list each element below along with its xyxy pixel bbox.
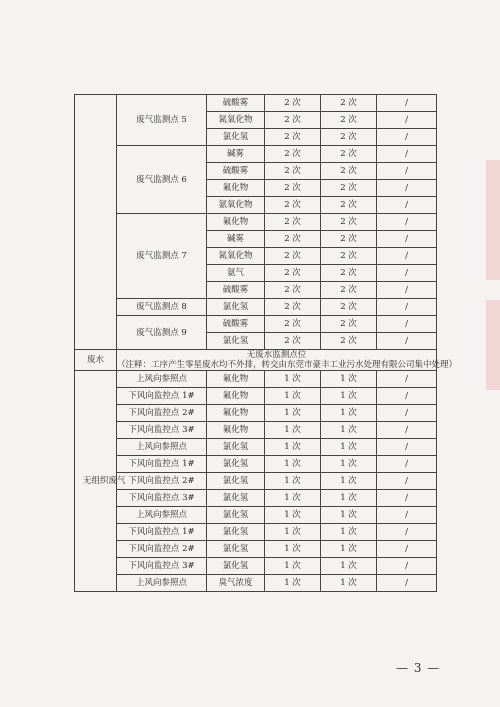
- page-number: — 3 —: [396, 661, 441, 675]
- monitoring-point-cell: 下风向监控点 2#: [117, 473, 207, 490]
- table-row: [75, 524, 437, 541]
- pollutant-cell: 氟化物: [207, 180, 265, 197]
- pollutant-cell: 碱雾: [207, 231, 265, 248]
- frequency-a-cell: 1 次: [265, 405, 321, 422]
- remark-cell: /: [377, 524, 437, 541]
- frequency-b-cell: 1 次: [321, 439, 377, 456]
- frequency-a-cell: 1 次: [265, 439, 321, 456]
- frequency-a-cell: 2 次: [265, 231, 321, 248]
- pollutant-cell: 硫酸雾: [207, 95, 265, 112]
- remark-cell: /: [377, 333, 437, 350]
- frequency-b-cell: 1 次: [321, 507, 377, 524]
- remark-cell: /: [377, 371, 437, 388]
- monitoring-point-cell: 下风向监控点 3#: [117, 558, 207, 575]
- pollutant-cell: 臭气浓度: [207, 575, 265, 592]
- frequency-a-cell: 1 次: [265, 490, 321, 507]
- frequency-a-cell: 1 次: [265, 524, 321, 541]
- remark-cell: /: [377, 473, 437, 490]
- frequency-a-cell: 2 次: [265, 265, 321, 282]
- remark-cell: /: [377, 95, 437, 112]
- table-row: [75, 473, 437, 490]
- wastewater-note: （注释：工序产生零星废水均不外排，转交由东莞市豪丰工业污水处理有限公司集中处理）: [117, 360, 458, 370]
- pollutant-cell: 氮氧化物: [207, 248, 265, 265]
- remark-cell: /: [377, 163, 437, 180]
- frequency-b-cell: 2 次: [321, 180, 377, 197]
- frequency-a-cell: 1 次: [265, 558, 321, 575]
- frequency-a-cell: 1 次: [265, 456, 321, 473]
- monitoring-point-cell: 下风向监控点 1#: [117, 524, 207, 541]
- category-cell: 无组织废气: [75, 371, 117, 592]
- pollutant-cell: 氯化氢: [207, 299, 265, 316]
- table-row: [75, 422, 437, 439]
- monitoring-point-cell: 上风向参照点: [117, 439, 207, 456]
- remark-cell: /: [377, 388, 437, 405]
- monitoring-point-cell: 废气监测点 9: [117, 316, 207, 350]
- frequency-b-cell: 2 次: [321, 248, 377, 265]
- remark-cell: /: [377, 316, 437, 333]
- frequency-b-cell: 2 次: [321, 146, 377, 163]
- category-cell: [75, 95, 117, 350]
- frequency-a-cell: 1 次: [265, 371, 321, 388]
- table-row: [75, 439, 437, 456]
- frequency-a-cell: 2 次: [265, 197, 321, 214]
- frequency-a-cell: 2 次: [265, 129, 321, 146]
- pollutant-cell: 氯化氢: [207, 456, 265, 473]
- pollutant-cell: 氯化氢: [207, 524, 265, 541]
- pollutant-cell: 硫酸雾: [207, 163, 265, 180]
- table-row: [75, 558, 437, 575]
- frequency-b-cell: 2 次: [321, 197, 377, 214]
- category-cell: 废水: [75, 350, 117, 371]
- table-row: [75, 146, 437, 163]
- frequency-a-cell: 2 次: [265, 180, 321, 197]
- pollutant-cell: 氨气: [207, 265, 265, 282]
- frequency-b-cell: 1 次: [321, 405, 377, 422]
- frequency-b-cell: 1 次: [321, 388, 377, 405]
- frequency-b-cell: 2 次: [321, 163, 377, 180]
- frequency-a-cell: 1 次: [265, 507, 321, 524]
- wastewater-title: 无废水监测点位: [246, 350, 307, 360]
- pollutant-cell: 氯化氢: [207, 507, 265, 524]
- frequency-b-cell: 2 次: [321, 299, 377, 316]
- stamp-seal-fragment: [486, 300, 500, 390]
- remark-cell: /: [377, 231, 437, 248]
- remark-cell: /: [377, 197, 437, 214]
- pollutant-cell: 氯化氢: [207, 541, 265, 558]
- pollutant-cell: 氮氧化物: [207, 112, 265, 129]
- frequency-b-cell: 1 次: [321, 558, 377, 575]
- pollutant-cell: 氟化物: [207, 214, 265, 231]
- frequency-b-cell: 1 次: [321, 541, 377, 558]
- table-row: [75, 575, 437, 592]
- remark-cell: /: [377, 405, 437, 422]
- table-row: [75, 371, 437, 388]
- frequency-b-cell: 2 次: [321, 316, 377, 333]
- frequency-a-cell: 1 次: [265, 388, 321, 405]
- remark-cell: /: [377, 299, 437, 316]
- remark-cell: /: [377, 146, 437, 163]
- frequency-b-cell: 1 次: [321, 524, 377, 541]
- frequency-a-cell: 2 次: [265, 214, 321, 231]
- remark-cell: /: [377, 456, 437, 473]
- frequency-b-cell: 2 次: [321, 333, 377, 350]
- monitoring-table: [74, 94, 458, 592]
- frequency-a-cell: 2 次: [265, 146, 321, 163]
- pollutant-cell: 氟化物: [207, 405, 265, 422]
- remark-cell: /: [377, 129, 437, 146]
- pollutant-cell: 氨氧化物: [207, 197, 265, 214]
- frequency-b-cell: 2 次: [321, 282, 377, 299]
- frequency-a-cell: 2 次: [265, 299, 321, 316]
- frequency-b-cell: 2 次: [321, 214, 377, 231]
- pollutant-cell: 硫酸雾: [207, 282, 265, 299]
- frequency-b-cell: 2 次: [321, 265, 377, 282]
- table-row: [75, 350, 437, 371]
- pollutant-cell: 氯化氢: [207, 473, 265, 490]
- table-row: [75, 299, 437, 316]
- monitoring-point-cell: 废气监测点 5: [117, 95, 207, 146]
- frequency-b-cell: 1 次: [321, 422, 377, 439]
- remark-cell: /: [377, 541, 437, 558]
- frequency-a-cell: 2 次: [265, 333, 321, 350]
- monitoring-point-cell: 下风向监控点 3#: [117, 490, 207, 507]
- frequency-a-cell: 2 次: [265, 112, 321, 129]
- frequency-a-cell: 1 次: [265, 575, 321, 592]
- remark-cell: /: [377, 214, 437, 231]
- remark-cell: /: [377, 558, 437, 575]
- frequency-b-cell: 1 次: [321, 473, 377, 490]
- table-row: [75, 316, 437, 333]
- frequency-b-cell: 2 次: [321, 231, 377, 248]
- remark-cell: /: [377, 490, 437, 507]
- pollutant-cell: 碱雾: [207, 146, 265, 163]
- table-row: [75, 490, 437, 507]
- monitoring-point-cell: 下风向监控点 2#: [117, 541, 207, 558]
- monitoring-point-cell: 废气监测点 8: [117, 299, 207, 316]
- remark-cell: /: [377, 439, 437, 456]
- frequency-a-cell: 2 次: [265, 95, 321, 112]
- remark-cell: /: [377, 282, 437, 299]
- frequency-a-cell: 2 次: [265, 248, 321, 265]
- pollutant-cell: 硫酸雾: [207, 316, 265, 333]
- table-row: [75, 541, 437, 558]
- frequency-a-cell: 1 次: [265, 473, 321, 490]
- frequency-a-cell: 2 次: [265, 316, 321, 333]
- table-row: [75, 456, 437, 473]
- pollutant-cell: 氯化氢: [207, 129, 265, 146]
- frequency-a-cell: 1 次: [265, 422, 321, 439]
- monitoring-point-cell: 上风向参照点: [117, 371, 207, 388]
- table-row: [75, 214, 437, 231]
- monitoring-point-cell: 废气监测点 7: [117, 214, 207, 299]
- table-row: [75, 388, 437, 405]
- remark-cell: /: [377, 575, 437, 592]
- frequency-a-cell: 2 次: [265, 163, 321, 180]
- frequency-b-cell: 2 次: [321, 95, 377, 112]
- remark-cell: /: [377, 265, 437, 282]
- remark-cell: /: [377, 112, 437, 129]
- monitoring-point-cell: 废气监测点 6: [117, 146, 207, 214]
- remark-cell: /: [377, 248, 437, 265]
- remark-cell: /: [377, 422, 437, 439]
- table-row: [75, 507, 437, 524]
- frequency-b-cell: 1 次: [321, 371, 377, 388]
- frequency-b-cell: 1 次: [321, 575, 377, 592]
- monitoring-point-cell: 下风向监控点 3#: [117, 422, 207, 439]
- frequency-b-cell: 1 次: [321, 456, 377, 473]
- frequency-b-cell: 2 次: [321, 112, 377, 129]
- monitoring-point-cell: 下风向监控点 1#: [117, 388, 207, 405]
- stamp-seal-fragment: [486, 160, 500, 280]
- monitoring-table-body: [75, 95, 458, 592]
- frequency-a-cell: 2 次: [265, 282, 321, 299]
- wastewater-note-cell: [117, 350, 458, 371]
- pollutant-cell: 氯化氢: [207, 490, 265, 507]
- pollutant-cell: 氟化物: [207, 371, 265, 388]
- pollutant-cell: 氟化物: [207, 388, 265, 405]
- monitoring-point-cell: 上风向参照点: [117, 507, 207, 524]
- remark-cell: /: [377, 180, 437, 197]
- pollutant-cell: 氟化物: [207, 422, 265, 439]
- frequency-b-cell: 1 次: [321, 490, 377, 507]
- pollutant-cell: 氯化氢: [207, 558, 265, 575]
- table-row: [75, 95, 437, 112]
- monitoring-point-cell: 上风向参照点: [117, 575, 207, 592]
- pollutant-cell: 氯化氢: [207, 439, 265, 456]
- monitoring-point-cell: 下风向监控点 1#: [117, 456, 207, 473]
- monitoring-point-cell: 下风向监控点 2#: [117, 405, 207, 422]
- frequency-b-cell: 2 次: [321, 129, 377, 146]
- remark-cell: /: [377, 507, 437, 524]
- frequency-a-cell: 1 次: [265, 541, 321, 558]
- pollutant-cell: 氯化氢: [207, 333, 265, 350]
- table-row: [75, 405, 437, 422]
